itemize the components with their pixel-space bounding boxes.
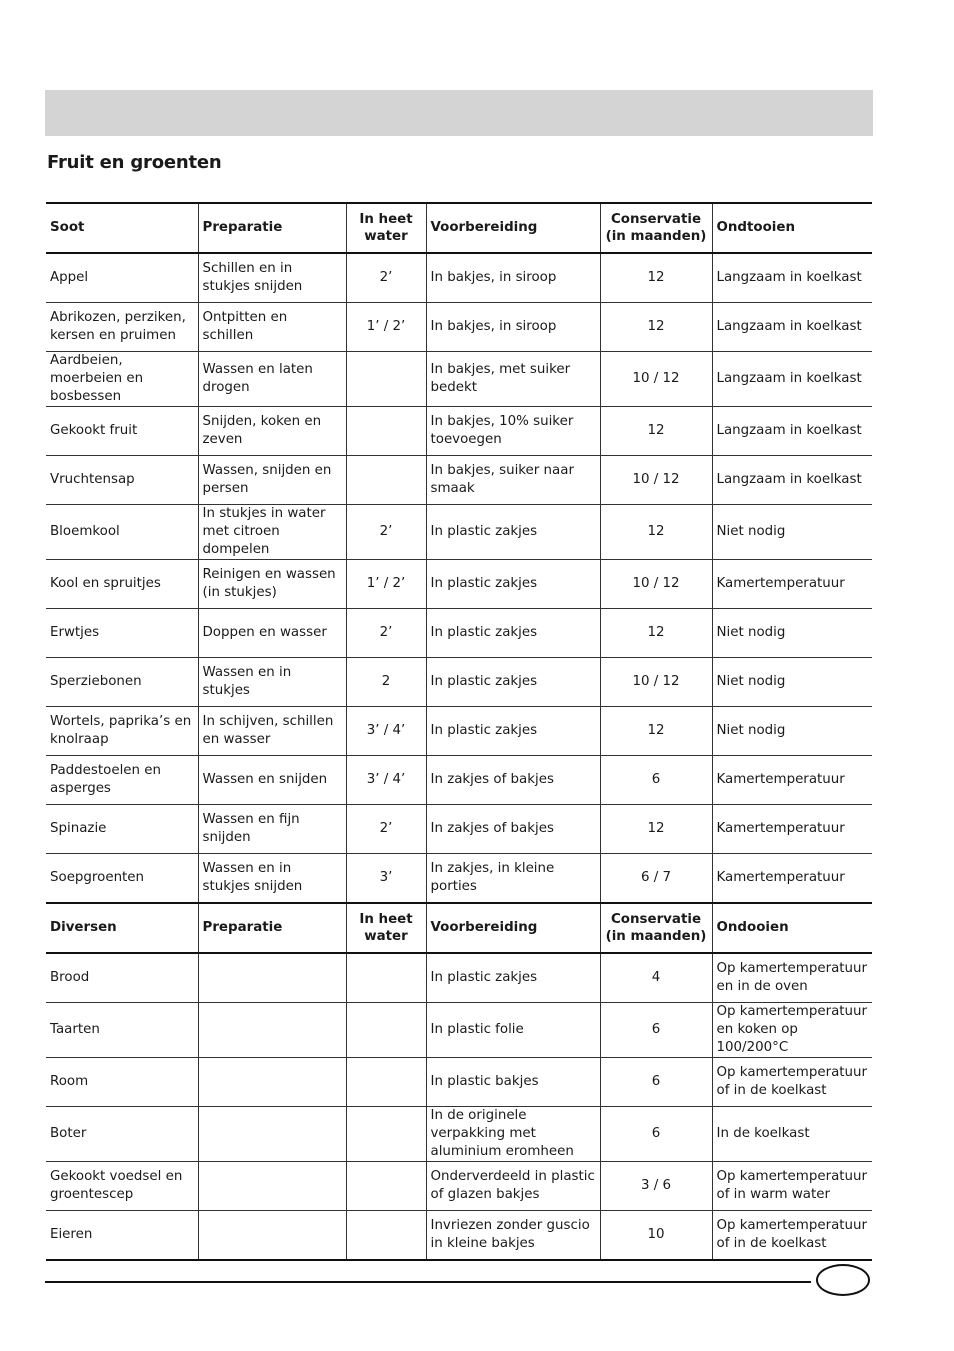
cell-c5: 12 xyxy=(600,303,712,352)
header-bar xyxy=(45,90,873,136)
cell-c3 xyxy=(346,407,426,456)
header-cell-c2: Preparatie xyxy=(198,203,346,253)
cell-c2: Wassen en in stukjes xyxy=(198,658,346,707)
cell-c6: Niet nodig xyxy=(712,658,872,707)
header-cell-c3: In heet water xyxy=(346,903,426,953)
cell-c4: In zakjes of bakjes xyxy=(426,805,600,854)
table-row xyxy=(46,609,872,658)
header-cell-c6: Ondooien xyxy=(712,903,872,953)
cell-c6: Kamertemperatuur xyxy=(712,560,872,609)
cell-c3 xyxy=(346,1107,426,1162)
fruit-header-row xyxy=(46,203,872,253)
cell-c3: 2’ xyxy=(346,253,426,303)
header-cell-c1: Soot xyxy=(46,203,198,253)
cell-c5: 10 / 12 xyxy=(600,560,712,609)
table-row xyxy=(46,756,872,805)
page-number-oval xyxy=(816,1264,870,1296)
cell-c2: Snijden, koken en zeven xyxy=(198,407,346,456)
cell-c1: Eieren xyxy=(46,1211,198,1261)
cell-c1: Erwtjes xyxy=(46,609,198,658)
cell-c4: In plastic zakjes xyxy=(426,560,600,609)
table-row xyxy=(46,456,872,505)
cell-c6: Op kamertemperatuur of in warm water xyxy=(712,1162,872,1211)
cell-c5: 12 xyxy=(600,407,712,456)
cell-c1: Sperziebonen xyxy=(46,658,198,707)
cell-c3 xyxy=(346,352,426,407)
cell-c4: In bakjes, in siroop xyxy=(426,253,600,303)
cell-c1: Taarten xyxy=(46,1003,198,1058)
cell-c3: 3’ / 4’ xyxy=(346,756,426,805)
table-row xyxy=(46,1162,872,1211)
cell-c4: In plastic zakjes xyxy=(426,505,600,560)
cell-c6: Langzaam in koelkast xyxy=(712,303,872,352)
cell-c2: Schillen en in stukjes snijden xyxy=(198,253,346,303)
cell-c2: Reinigen en wassen (in stukjes) xyxy=(198,560,346,609)
cell-c3: 2’ xyxy=(346,505,426,560)
cell-c5: 10 / 12 xyxy=(600,352,712,407)
cell-c3: 2’ xyxy=(346,805,426,854)
header-cell-c5: Conservatie (in maanden) xyxy=(600,203,712,253)
cell-c3 xyxy=(346,1211,426,1261)
table-row xyxy=(46,707,872,756)
freezing-table xyxy=(46,202,872,1261)
header-cell-c1: Diversen xyxy=(46,903,198,953)
cell-c1: Bloemkool xyxy=(46,505,198,560)
cell-c6: Op kamertemperatuur of in de koelkast xyxy=(712,1211,872,1261)
cell-c2 xyxy=(198,1058,346,1107)
table-row xyxy=(46,352,872,407)
cell-c5: 10 xyxy=(600,1211,712,1261)
cell-c4: In zakjes of bakjes xyxy=(426,756,600,805)
cell-c2 xyxy=(198,1162,346,1211)
cell-c1: Boter xyxy=(46,1107,198,1162)
cell-c5: 10 / 12 xyxy=(600,456,712,505)
cell-c4: In plastic zakjes xyxy=(426,953,600,1003)
cell-c3: 2’ xyxy=(346,609,426,658)
section-title: Fruit en groenten xyxy=(47,152,222,173)
cell-c1: Room xyxy=(46,1058,198,1107)
cell-c6: Kamertemperatuur xyxy=(712,805,872,854)
cell-c3 xyxy=(346,953,426,1003)
cell-c4: In bakjes, suiker naar smaak xyxy=(426,456,600,505)
cell-c3 xyxy=(346,1058,426,1107)
cell-c2: Wassen, snijden en persen xyxy=(198,456,346,505)
header-cell-c4: Voorbereiding xyxy=(426,903,600,953)
cell-c1: Appel xyxy=(46,253,198,303)
cell-c1: Soepgroenten xyxy=(46,854,198,904)
table-row xyxy=(46,854,872,904)
cell-c1: Gekookt fruit xyxy=(46,407,198,456)
cell-c6: Niet nodig xyxy=(712,609,872,658)
cell-c4: In plastic zakjes xyxy=(426,658,600,707)
cell-c5: 4 xyxy=(600,953,712,1003)
misc-header-row xyxy=(46,903,872,953)
cell-c3: 3’ / 4’ xyxy=(346,707,426,756)
cell-c6: Kamertemperatuur xyxy=(712,854,872,904)
cell-c1: Kool en spruitjes xyxy=(46,560,198,609)
cell-c3: 1’ / 2’ xyxy=(346,560,426,609)
cell-c2 xyxy=(198,953,346,1003)
cell-c5: 10 / 12 xyxy=(600,658,712,707)
table-row xyxy=(46,505,872,560)
cell-c4: In de originele verpakking met aluminium eromheen xyxy=(426,1107,600,1162)
cell-c6: Langzaam in koelkast xyxy=(712,253,872,303)
cell-c1: Gekookt voedsel en groentescep xyxy=(46,1162,198,1211)
cell-c4: In bakjes, met suiker bedekt xyxy=(426,352,600,407)
table-row xyxy=(46,560,872,609)
cell-c2: In schijven, schillen en wasser xyxy=(198,707,346,756)
cell-c5: 6 xyxy=(600,756,712,805)
cell-c3: 3’ xyxy=(346,854,426,904)
cell-c4: Onderverdeeld in plastic of glazen bakjes xyxy=(426,1162,600,1211)
cell-c2: Wassen en fijn snijden xyxy=(198,805,346,854)
cell-c1: Wortels, paprika’s en knolraap xyxy=(46,707,198,756)
cell-c2: Doppen en wasser xyxy=(198,609,346,658)
header-cell-c4: Voorbereiding xyxy=(426,203,600,253)
cell-c4: In plastic folie xyxy=(426,1003,600,1058)
cell-c6: Langzaam in koelkast xyxy=(712,407,872,456)
cell-c2: Ontpitten en schillen xyxy=(198,303,346,352)
cell-c5: 12 xyxy=(600,505,712,560)
cell-c4: Invriezen zonder guscio in kleine bakjes xyxy=(426,1211,600,1261)
cell-c6: Op kamertemperatuur en in de oven xyxy=(712,953,872,1003)
cell-c4: In plastic zakjes xyxy=(426,707,600,756)
footer-rule xyxy=(45,1281,811,1283)
header-cell-c2: Preparatie xyxy=(198,903,346,953)
cell-c2: Wassen en snijden xyxy=(198,756,346,805)
cell-c6: Op kamertemperatuur of in de koelkast xyxy=(712,1058,872,1107)
cell-c4: In bakjes, in siroop xyxy=(426,303,600,352)
table-row xyxy=(46,303,872,352)
cell-c1: Aardbeien, moerbeien en bosbessen xyxy=(46,352,198,407)
cell-c2: In stukjes in water met citroen dompelen xyxy=(198,505,346,560)
cell-c2 xyxy=(198,1107,346,1162)
cell-c5: 12 xyxy=(600,253,712,303)
cell-c6: Niet nodig xyxy=(712,505,872,560)
header-cell-c5: Conservatie (in maanden) xyxy=(600,903,712,953)
cell-c5: 12 xyxy=(600,805,712,854)
cell-c2: Wassen en in stukjes snijden xyxy=(198,854,346,904)
cell-c3 xyxy=(346,1162,426,1211)
cell-c5: 6 xyxy=(600,1107,712,1162)
table-row xyxy=(46,1107,872,1162)
cell-c6: Op kamertemperatuur en koken op 100/200°C xyxy=(712,1003,872,1058)
cell-c2 xyxy=(198,1003,346,1058)
cell-c5: 6 xyxy=(600,1058,712,1107)
cell-c3 xyxy=(346,1003,426,1058)
cell-c6: Langzaam in koelkast xyxy=(712,352,872,407)
table-row xyxy=(46,658,872,707)
cell-c5: 6 xyxy=(600,1003,712,1058)
cell-c1: Spinazie xyxy=(46,805,198,854)
header-cell-c3: In heet water xyxy=(346,203,426,253)
cell-c3: 1’ / 2’ xyxy=(346,303,426,352)
cell-c3 xyxy=(346,456,426,505)
cell-c6: Langzaam in koelkast xyxy=(712,456,872,505)
cell-c2 xyxy=(198,1211,346,1261)
cell-c4: In plastic zakjes xyxy=(426,609,600,658)
cell-c6: In de koelkast xyxy=(712,1107,872,1162)
cell-c5: 12 xyxy=(600,707,712,756)
cell-c5: 6 / 7 xyxy=(600,854,712,904)
table-row xyxy=(46,805,872,854)
cell-c6: Kamertemperatuur xyxy=(712,756,872,805)
cell-c4: In plastic bakjes xyxy=(426,1058,600,1107)
cell-c1: Brood xyxy=(46,953,198,1003)
cell-c4: In zakjes, in kleine porties xyxy=(426,854,600,904)
table-row xyxy=(46,1003,872,1058)
cell-c1: Paddestoelen en asperges xyxy=(46,756,198,805)
table-row xyxy=(46,1058,872,1107)
cell-c4: In bakjes, 10% suiker toevoegen xyxy=(426,407,600,456)
cell-c1: Vruchtensap xyxy=(46,456,198,505)
table-row xyxy=(46,253,872,303)
table-row xyxy=(46,407,872,456)
cell-c1: Abrikozen, perziken, kersen en pruimen xyxy=(46,303,198,352)
table-row xyxy=(46,1211,872,1261)
table-row xyxy=(46,953,872,1003)
header-cell-c6: Ondtooien xyxy=(712,203,872,253)
cell-c2: Wassen en laten drogen xyxy=(198,352,346,407)
cell-c5: 3 / 6 xyxy=(600,1162,712,1211)
cell-c3: 2 xyxy=(346,658,426,707)
cell-c6: Niet nodig xyxy=(712,707,872,756)
cell-c5: 12 xyxy=(600,609,712,658)
